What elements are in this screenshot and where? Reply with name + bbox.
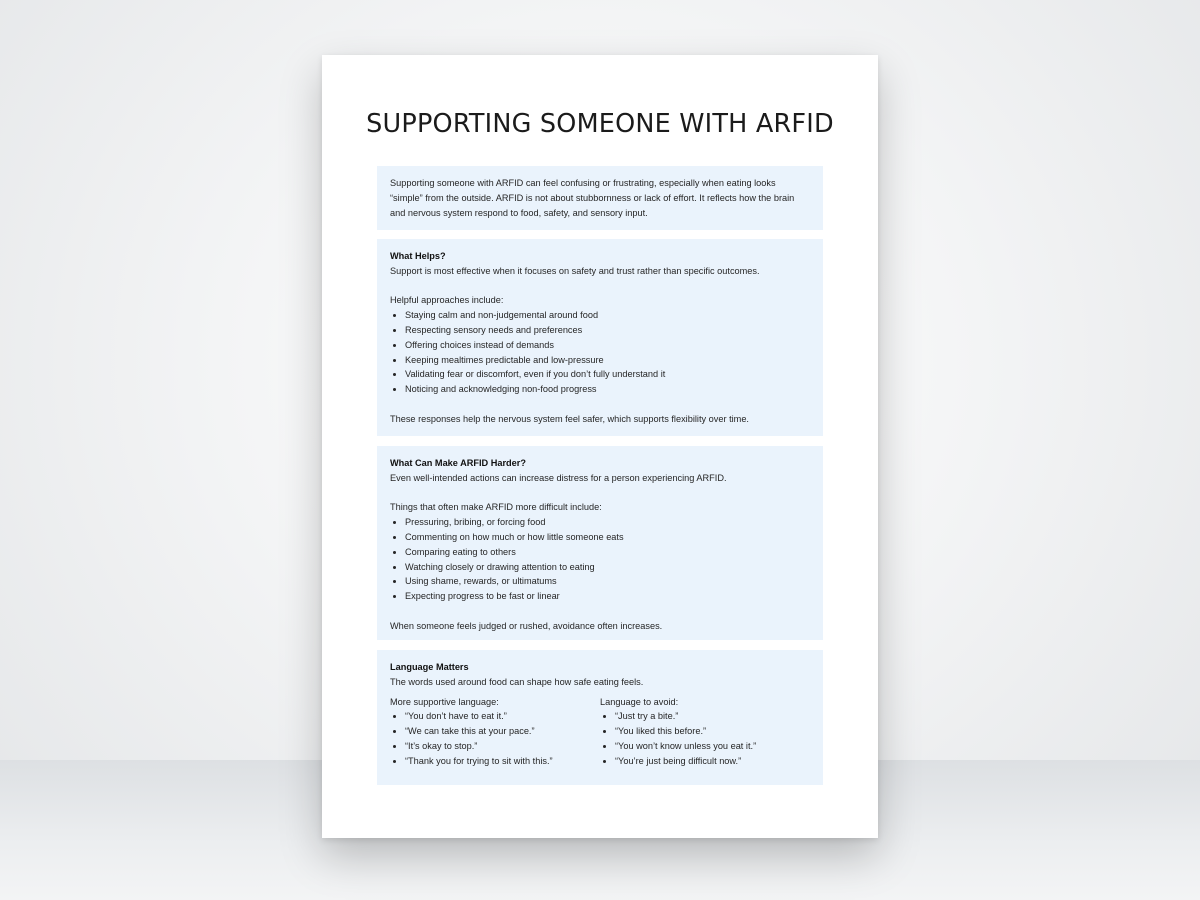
what-helps-closing: These responses help the nervous system feel safer, which supports flexibility over time. (390, 413, 749, 424)
language-matters-heading: Language Matters (390, 662, 469, 672)
list-item: • “We can take this at your pace.” (405, 724, 600, 739)
avoid-language-list (600, 709, 810, 768)
what-helps-lead: Support is most effective when it focuses on safety and trust rather than specific outcomes. (390, 265, 760, 276)
what-makes-harder-closing: When someone feels judged or rushed, avoidance often increases. (390, 620, 663, 631)
what-helps-list (390, 308, 810, 397)
list-item: • Expecting progress to be fast or linear (405, 589, 810, 604)
list-item: • Commenting on how much or how little someone eats (405, 530, 810, 545)
what-makes-harder-list-intro: Things that often make ARFID more difficult include: (390, 502, 602, 513)
what-helps-section (377, 239, 823, 436)
list-item: • Noticing and acknowledging non-food progress (405, 382, 810, 397)
list-item: • Keeping mealtimes predictable and low-pressure (405, 353, 810, 368)
list-item: • Offering choices instead of demands (405, 338, 810, 353)
what-helps-list-intro: Helpful approaches include: (390, 295, 504, 306)
language-matters-section (377, 650, 823, 785)
list-item: • “It’s okay to stop.” (405, 739, 600, 754)
what-makes-harder-list (390, 515, 810, 604)
list-item: • “Thank you for trying to sit with this.” (405, 754, 600, 769)
what-makes-harder-section (377, 446, 823, 640)
intro-text: Supporting someone with ARFID can feel confusing or frustrating, especially when eating looks “simple” from the outside. ARFID is not about stubbornness or lack of effort. It reflects how the brain and nervous system respond to food, safety, and sensory input. (390, 178, 795, 218)
supportive-language-column (390, 695, 600, 769)
list-item: • Using shame, rewards, or ultimatums (405, 574, 810, 589)
list-item: • Staying calm and non-judgemental around food (405, 308, 810, 323)
language-columns (390, 695, 810, 769)
supportive-language-list (390, 709, 600, 768)
page-title: SUPPORTING SOMEONE WITH ARFID (366, 109, 834, 139)
avoid-language-label: Language to avoid: (600, 696, 679, 707)
what-makes-harder-lead: Even well-intended actions can increase distress for a person experiencing ARFID. (390, 472, 727, 483)
list-item: • “You’re just being difficult now.” (615, 754, 810, 769)
list-item: • “You won’t know unless you eat it.” (615, 739, 810, 754)
list-item: • “Just try a bite.” (615, 709, 810, 724)
what-helps-heading: What Helps? (390, 251, 446, 261)
intro-box (377, 166, 823, 230)
list-item: • Pressuring, bribing, or forcing food (405, 515, 810, 530)
list-item: • Watching closely or drawing attention to eating (405, 560, 810, 575)
avoid-language-column (600, 695, 810, 769)
what-makes-harder-heading: What Can Make ARFID Harder? (390, 458, 526, 468)
language-matters-lead: The words used around food can shape how safe eating feels. (390, 676, 644, 687)
list-item: • “You liked this before.” (615, 724, 810, 739)
list-item: • Comparing eating to others (405, 545, 810, 560)
list-item: • “You don’t have to eat it.” (405, 709, 600, 724)
list-item: • Validating fear or discomfort, even if you don’t fully understand it (405, 367, 810, 382)
list-item: • Respecting sensory needs and preferences (405, 323, 810, 338)
supportive-language-label: More supportive language: (390, 696, 499, 707)
document-page (322, 55, 878, 838)
